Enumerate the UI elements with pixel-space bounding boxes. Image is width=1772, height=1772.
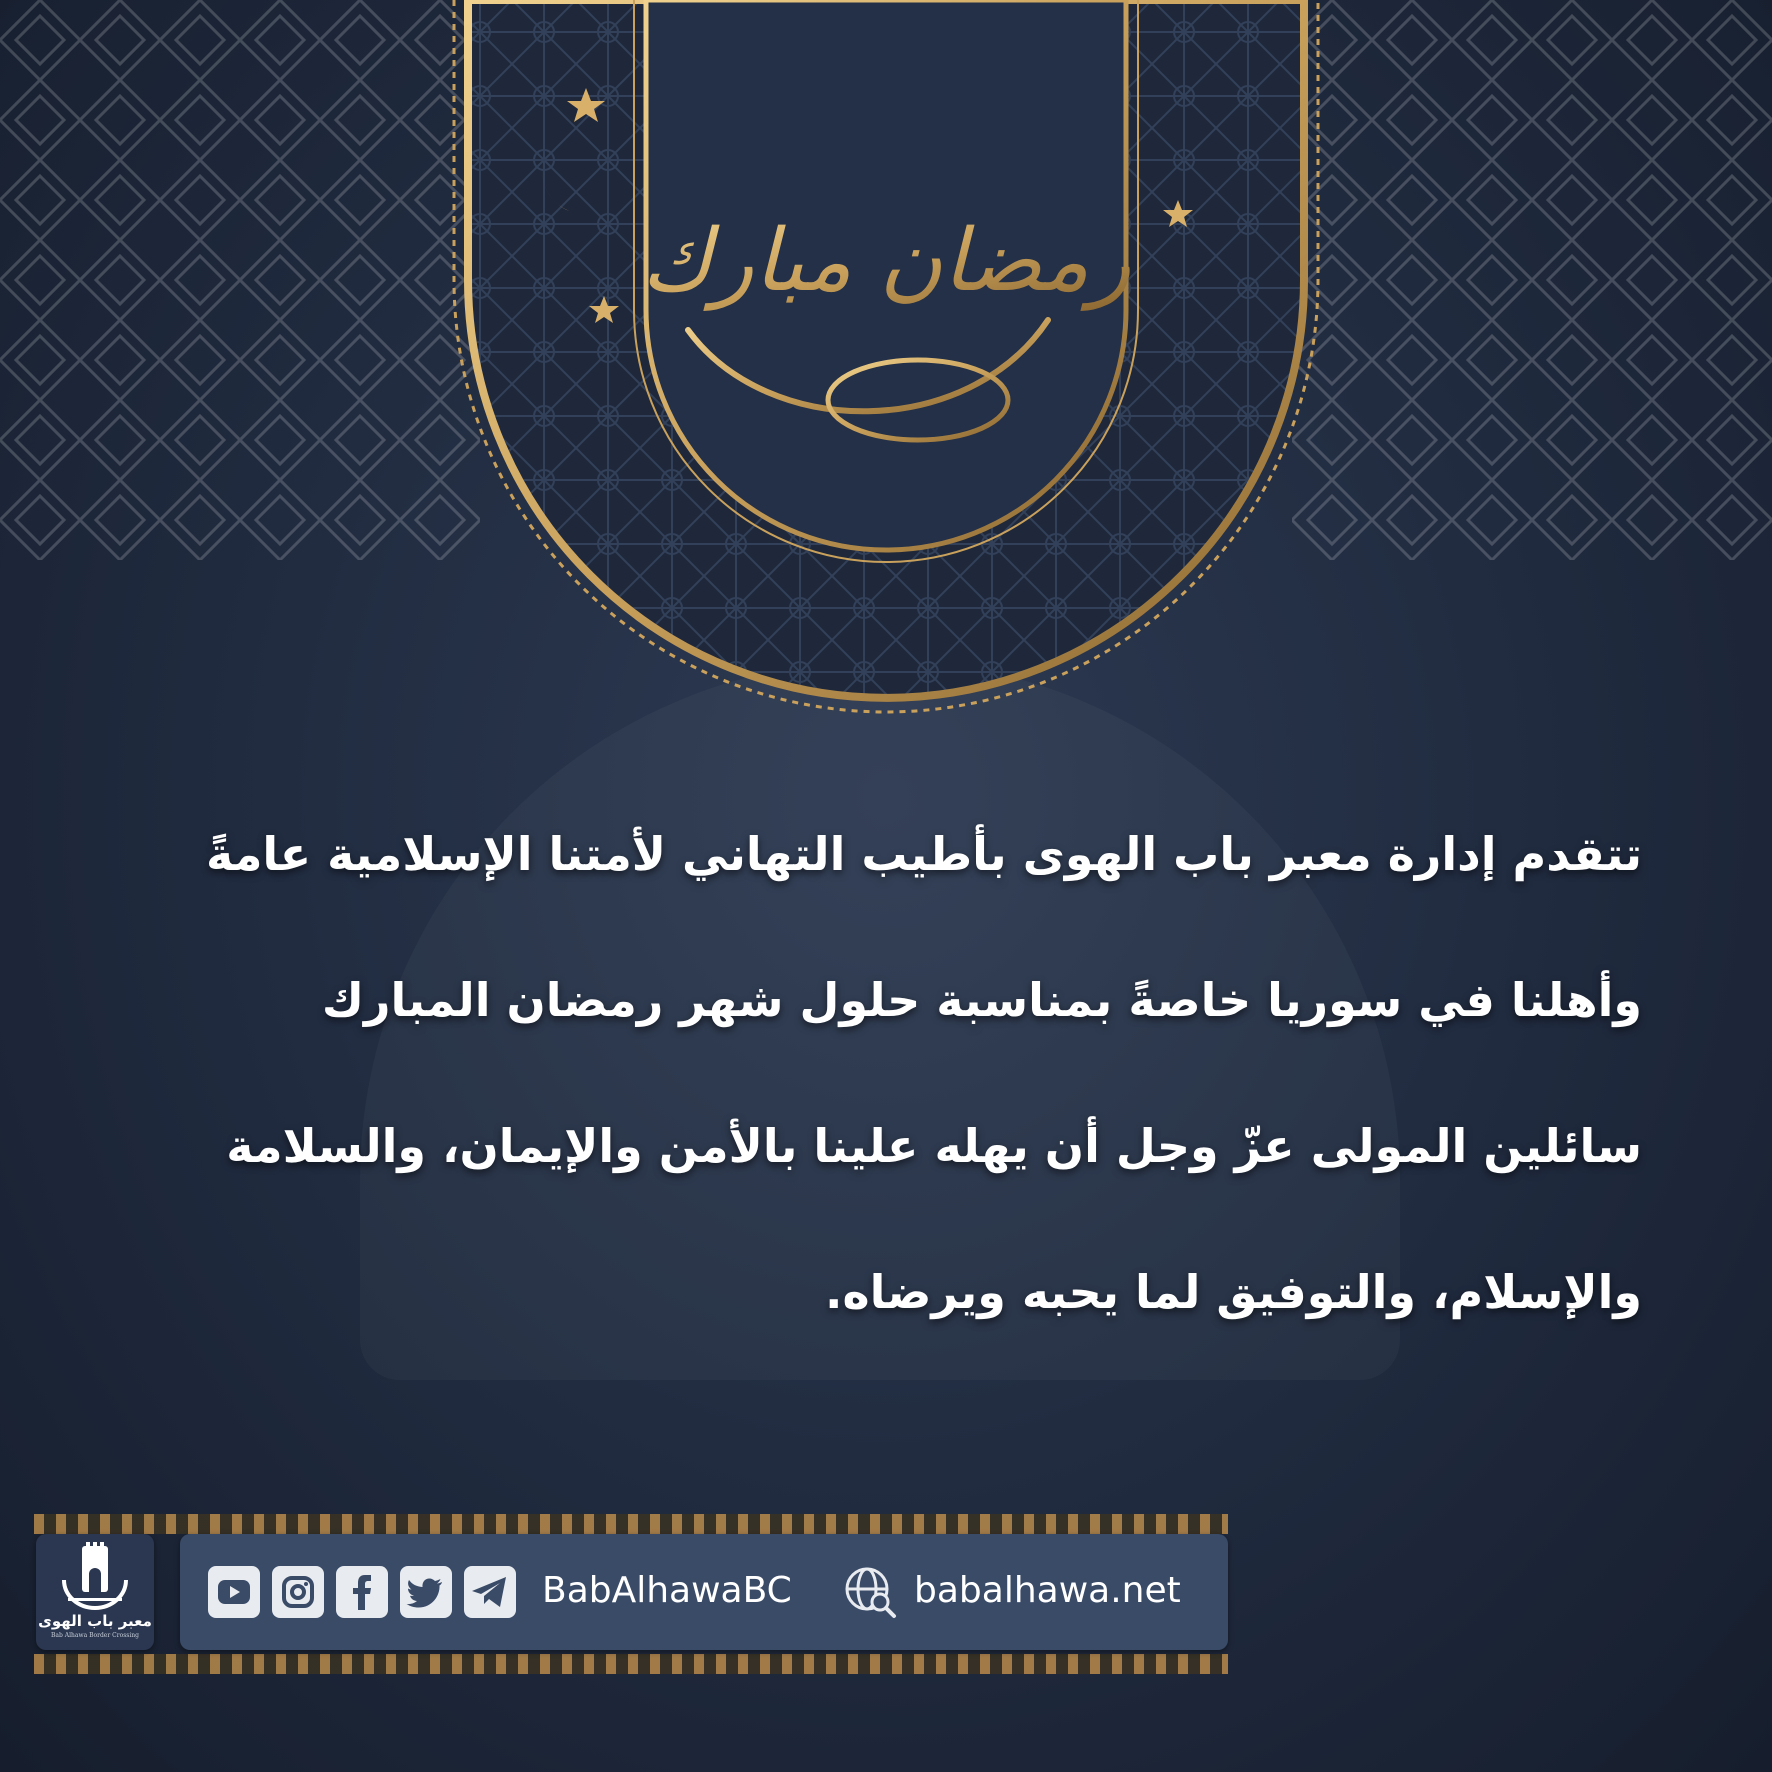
decorative-band-top [34,1514,1228,1534]
fortress-gate-icon [36,1534,154,1614]
social-links-bar [180,1534,1228,1650]
geometric-pattern-right [1292,0,1772,560]
instagram-icon[interactable] [272,1566,324,1618]
message-line-1: تتقدم إدارة معبر باب الهوى بأطيب التهاني لأمتنا الإسلامية عامةً [206,827,1642,881]
logo-name: معبر باب الهوى [38,1612,152,1630]
geometric-pattern-left [0,0,480,560]
ornamental-arch [448,0,1324,730]
bab-alhawa-logo [36,1534,154,1650]
ramadan-mubarak-calligraphy: رمضان مبارك [641,211,1131,311]
message-line-2: وأهلنا في سوريا خاصةً بمناسبة حلول شهر رمضان المبارك [321,973,1642,1027]
logo-subtitle: Bab Alhawa Border Crossing [51,1632,139,1639]
twitter-icon[interactable] [400,1566,452,1618]
globe-search-icon [842,1564,898,1620]
message-line-3: سائلين المولى عزّ وجل أن يهله علينا بالأمن والإيمان، والسلامة [226,1119,1642,1173]
message-line-4: والإسلام، والتوفيق لما يحبه ويرضاه. [825,1265,1642,1319]
social-handle[interactable]: BabAlhawaBC [542,1570,792,1611]
website-link[interactable]: babalhawa.net [914,1570,1181,1611]
youtube-icon[interactable] [208,1566,260,1618]
facebook-icon[interactable] [336,1566,388,1618]
telegram-icon[interactable] [464,1566,516,1618]
decorative-band-bottom [34,1654,1228,1674]
